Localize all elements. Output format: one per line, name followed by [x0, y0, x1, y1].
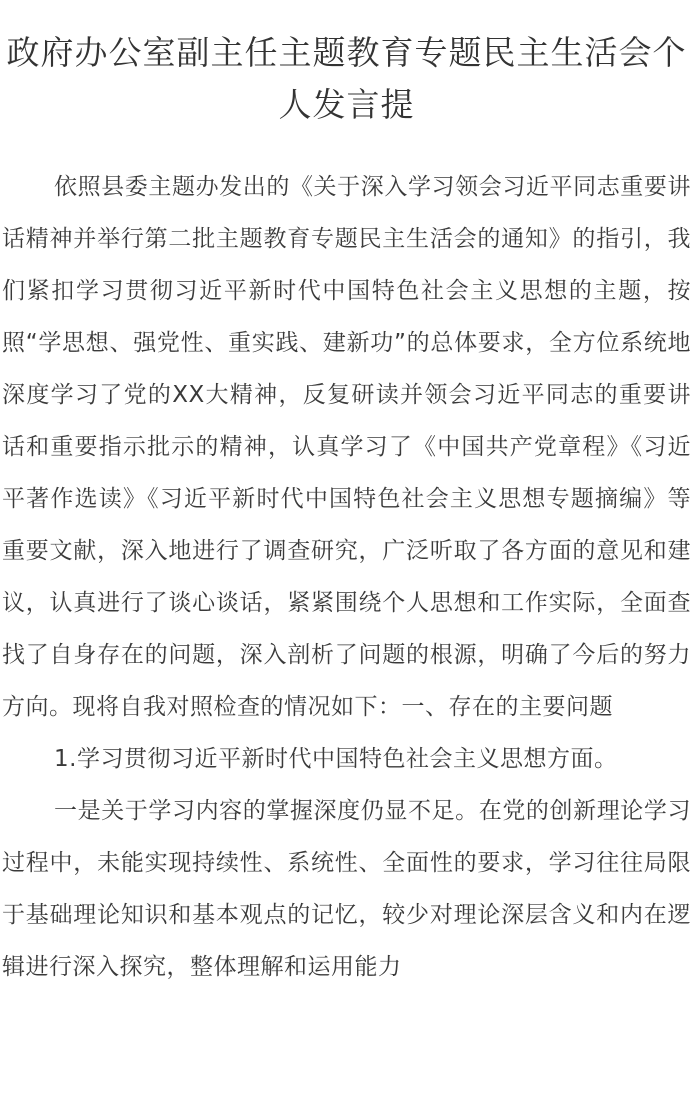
intro-paragraph: 依照县委主题办发出的《关于深入学习领会习近平同志重要讲话精神并举行第二批主题教育专题民主生活会的通知》的指引，我们紧扣学习贯彻习近平新时代中国特色社会主义思想的主题，按照“学思想、强党性、重实践、建新功”的总体要求，全方位系统地深度学习了党的XX大精神，反复研读并领会习近平同志的重要讲话和重要指示批示的精神，认真学习了《中国共产党章程》《习近平著作选读》《习近平新时代中国特色社会主义思想专题摘编》等重要文献，深入地进行了调查研究，广泛听取了各方面的意见和建议，认真进行了谈心谈话，紧紧围绕个人思想和工作实际，全面查找了自身存在的问题，深入剖析了问题的根源，明确了今后的努力方向。现将自我对照检查的情况如下：一、存在的主要问题	[2, 174, 691, 720]
section-heading-1: 1.学习贯彻习近平新时代中国特色社会主义思想方面。	[54, 746, 618, 772]
document-title: 政府办公室副主任主题教育专题民主生活会个人发言提	[6, 33, 687, 124]
document-body	[0, 161, 693, 993]
point-one-paragraph: 一是关于学习内容的掌握深度仍显不足。在党的创新理论学习过程中，未能实现持续性、系统性、全面性的要求，学习往往局限于基础理论知识和基本观点的记忆，较少对理论深层含义和内在逻辑进行深入探究，整体理解和运用能力	[2, 798, 691, 980]
